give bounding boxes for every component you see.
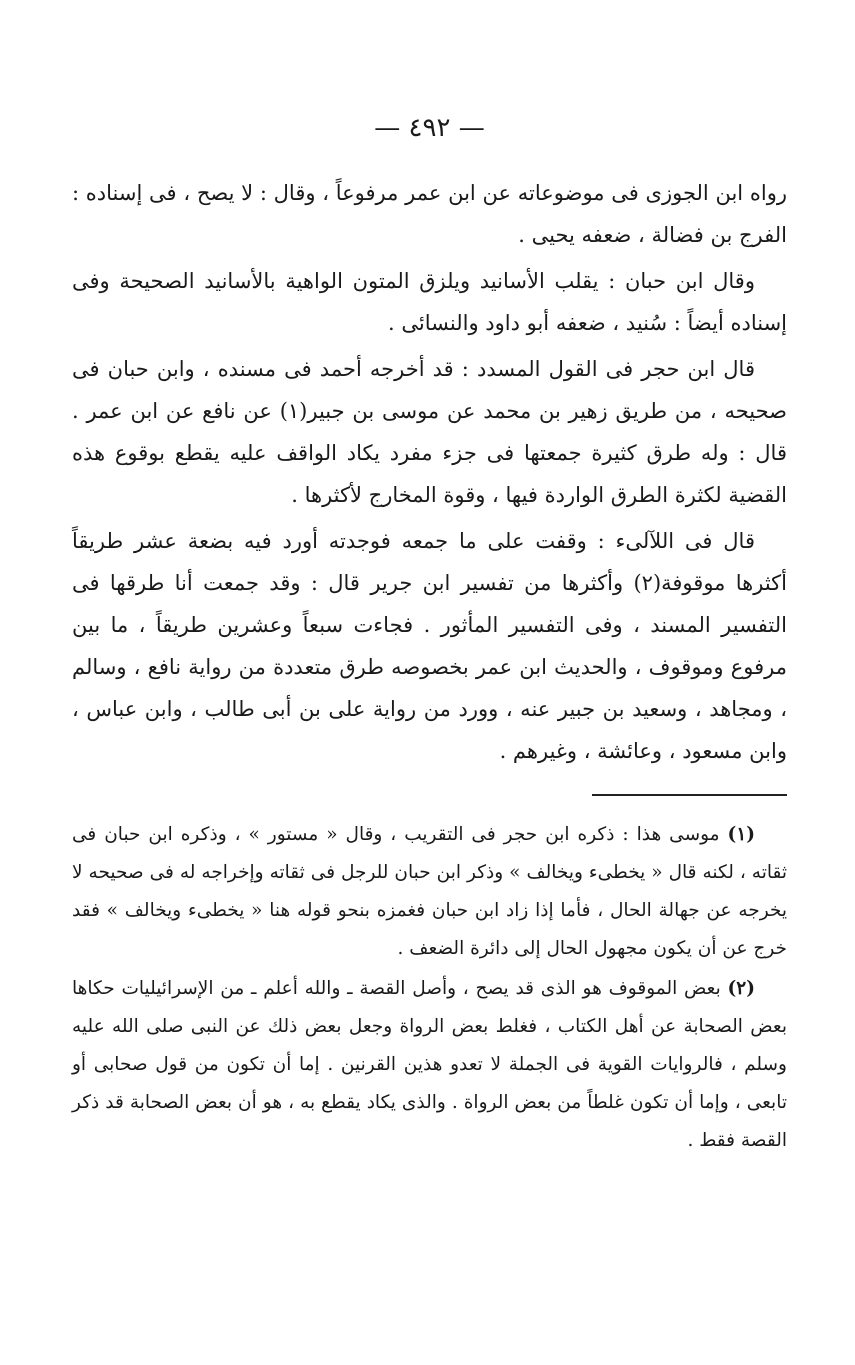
paragraph-3: قال ابن حجر فى القول المسدد : قد أخرجه أحمد فى مسنده ، وابن حبان فى صحيحه ، من طريق زهير بن محمد عن موسى بن جبير(١) عن نافع عن ابن عمر . قال : وله طرق كثيرة جمعتها فى جزء مفرد يكاد الواقف عليه يقطع بوقوع هذه القضية لكثرة الطرق الواردة فيها ، وقوة المخارج لأكثرها .: [72, 357, 787, 507]
footnote-divider: [592, 794, 787, 796]
footnote-2-marker: (٢): [727, 978, 755, 999]
footnote-1-text: موسى هذا : ذكره ابن حجر فى التقريب ، وقال « مستور » ، وذكره ابن حبان فى ثقاته ، لكنه قال « يخطىء ويخالف » وذكر ابن حبان للرجل فى ثقاته وإخراجه له فى صحيحه لا يخرجه عن جهالة الحال ، فأما إذا زاد ابن حبان فغمزه بنحو قوله هنا « يخطىء ويخالف » فقد خرج عن أن يكون مجهول الحال إلى دائرة الضعف .: [72, 824, 787, 959]
paragraph-1: رواه ابن الجوزى فى موضوعاته عن ابن عمر مرفوعاً ، وقال : لا يصح ، فى إسناده : الفرج بن فضالة ، ضعفه يحيى .: [72, 181, 787, 247]
page-number: — ٤٩٢ —: [374, 113, 485, 143]
footnote-2: [72, 970, 787, 1160]
paragraph-2: وقال ابن حبان : يقلب الأسانيد ويلزق المتون الواهية بالأسانيد الصحيحة وفى إسناده أيضاً : سُنيد ، ضعفه أبو داود والنسائى .: [72, 269, 787, 335]
footnote-1-marker: (١): [727, 824, 756, 845]
footnote-1: [72, 816, 787, 968]
footnote-2-text: بعض الموقوف هو الذى قد يصح ، وأصل القصة ـ والله أعلم ـ من الإسرائيليات حكاها بعض الصحابة عن أهل الكتاب ، فغلط بعض الرواة وجعل بعض ذلك عن النبى صلى الله عليه وسلم ، فالروايات القوية فى الجملة لا تعدو هذين القرنين . إما أن تكون من قول صحابى أو تابعى ، وإما أن تكون غلطاً من بعض الرواة . والذى يكاد يقطع به ، هو أن بعض الصحابة قد ذكر القصة فقط .: [72, 978, 787, 1151]
main-text: [72, 172, 787, 772]
footnotes: [72, 816, 787, 1160]
paragraph-4: قال فى اللآلىء : وقفت على ما جمعه فوجدته أورد فيه بضعة عشر طريقاً أكثرها موقوفة(٢) وأكثرها من تفسير ابن جرير قال : وقد جمعت أنا طرقها فى التفسير المسند ، وفى التفسير المأثور . فجاءت سبعاً وعشرين طريقاً ، ما بين مرفوع وموقوف ، والحديث ابن عمر بخصوصه طرق متعددة من رواية نافع ، وسالم ، ومجاهد ، وسعيد بن جبير عنه ، وورد من رواية على بن أبى طالب ، وابن عباس ، وابن مسعود ، وعائشة ، وغيرهم .: [72, 529, 787, 763]
